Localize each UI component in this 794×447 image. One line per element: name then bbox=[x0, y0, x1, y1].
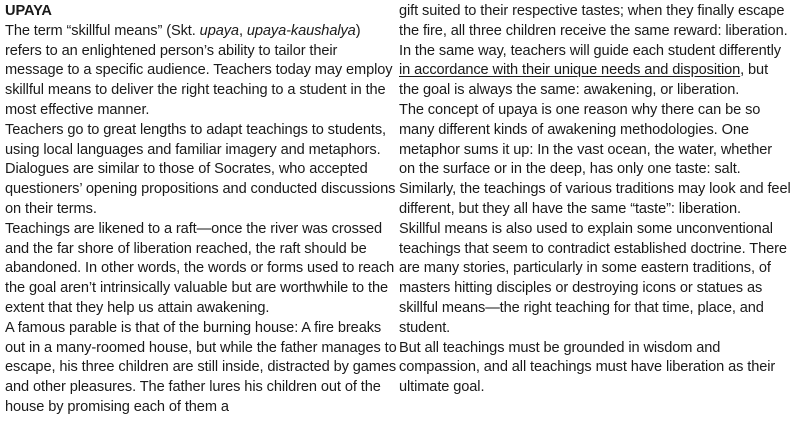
article-title: UPAYA bbox=[5, 3, 52, 19]
italic-term-upaya: upaya bbox=[199, 22, 239, 39]
paragraph-burning-house: A famous parable is that of the burning house: A fire breaks out in a many-roomed house, but while the father manages to escape, his three children are still inside, distracted by games and other pleasures. The father lures his children out of the house by promising each of them a bbox=[5, 319, 397, 415]
paragraph-skillful-means bbox=[5, 22, 397, 121]
text-span: ) refers to an enlightened person’s ability to tailor their message to a specific audience. Teachers today may employ skillful means to deliver the right teaching to a student in the most effective manner. bbox=[5, 22, 393, 118]
italic-term-upaya-kaushalya: upaya-kaushalya bbox=[246, 22, 356, 39]
text-span: , bbox=[238, 22, 247, 39]
text-span: , but the goal is always the same: awakening, or liberation. bbox=[399, 62, 769, 99]
paragraph-adapt-teachings: Teachers go to great lengths to adapt teachings to students, using local languages and familiar imagery and metaphors. Dialogues are similar to those of Socrates, who accepted questioners’ opening propositions and conducted discussions on their terms. bbox=[5, 121, 396, 217]
paragraph-wisdom-compassion: But all teachings must be grounded in wisdom and compassion, and all teachings must have liberation as their ultimate goal. bbox=[399, 339, 776, 396]
paragraph-raft: Teachings are likened to a raft—once the river was crossed and the far shore of liberation reached, the raft should be abandoned. In other words, the words or forms used to reach the goal aren’t intrinsically valuable but are worthwhile to the extent that they help us attain awakening. bbox=[5, 220, 395, 316]
paragraph-unconventional-teachings: Skillful means is also used to explain some unconventional teachings that seem to contradict established doctrine. There are many stories, particularly in some eastern traditions, of masters hitting disciples or destroying icons or statues as skillful means—the right teaching for that time, place, and student. bbox=[399, 220, 787, 336]
right-column bbox=[399, 2, 791, 398]
paragraph-parable-continued bbox=[399, 2, 791, 101]
left-column bbox=[5, 2, 397, 418]
paragraph-ocean-metaphor: The concept of upaya is one reason why there can be so many different kinds of awakening methodologies. One metaphor sums it up: In the vast ocean, the water, whether on the surface or in the deep, has only one taste: salt. Similarly, the teachings of various traditions may look and feel different, but they all have the same “taste”: liberation. bbox=[399, 101, 791, 217]
text-span: The term “skillful means” (Skt. bbox=[5, 22, 200, 39]
underlined-phrase: in accordance with their unique needs and disposition bbox=[399, 62, 741, 79]
text-span: gift suited to their respective tastes; when they finally escape the fire, all three children receive the same reward: liberation. In the same way, teachers will guide each student differently bbox=[399, 3, 788, 59]
